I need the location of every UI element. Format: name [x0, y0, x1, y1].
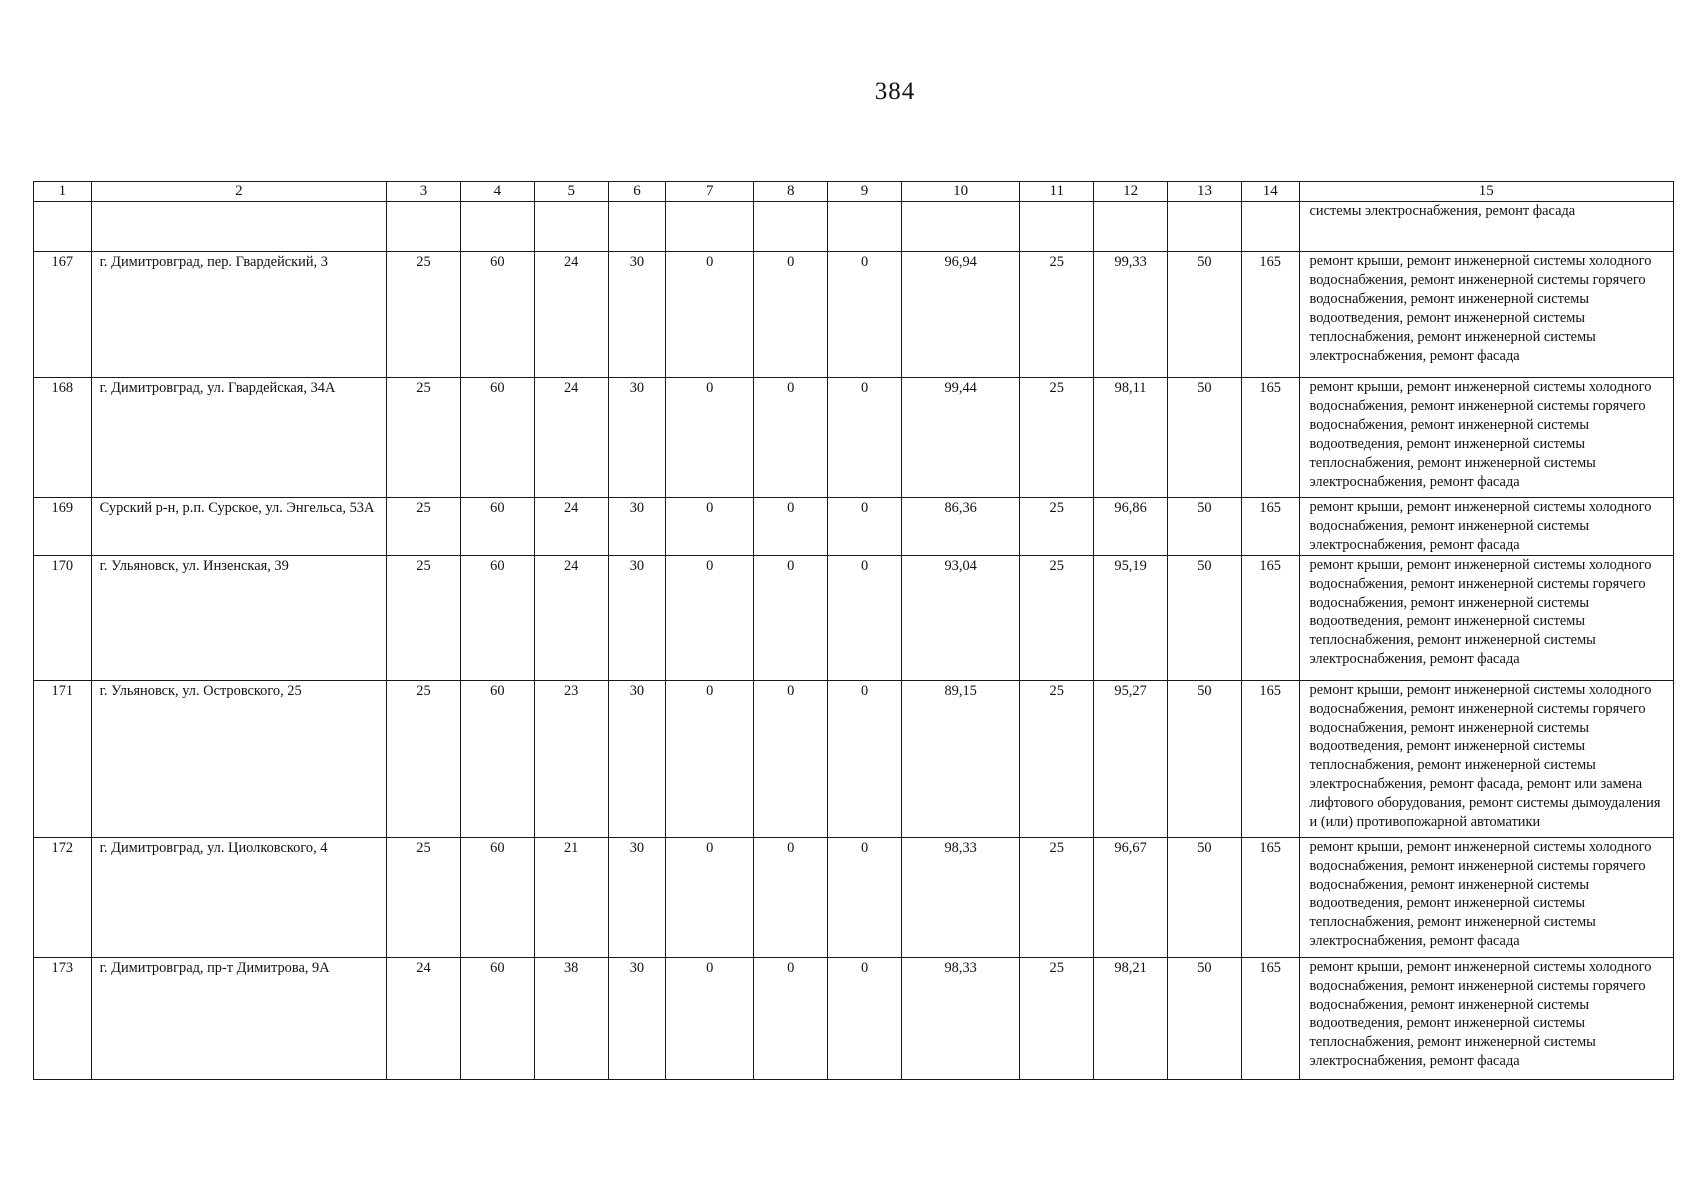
column-number-row — [34, 182, 1674, 202]
column-number: 6 — [608, 182, 666, 202]
column-number: 3 — [387, 182, 461, 202]
column-number: 11 — [1020, 182, 1094, 202]
value-cell-c6: 30 — [608, 252, 666, 378]
value-cell-c5: 21 — [534, 837, 608, 957]
value-cell-c11: 25 — [1020, 957, 1094, 1079]
address-cell: г. Ульяновск, ул. Островского, 25 — [91, 680, 386, 837]
value-cell-c6: 30 — [608, 837, 666, 957]
value-cell-c8: 0 — [754, 498, 828, 556]
value-cell-c9: 0 — [828, 837, 902, 957]
row-number: 173 — [34, 957, 92, 1079]
value-cell-c11: 25 — [1020, 680, 1094, 837]
value-cell-c7: 0 — [666, 555, 754, 680]
value-cell-c8: 0 — [754, 252, 828, 378]
value-cell-c6: 30 — [608, 957, 666, 1079]
value-cell-c13: 50 — [1168, 378, 1242, 498]
address-cell: Сурский р-н, р.п. Сурское, ул. Энгельса, 53А — [91, 498, 386, 556]
value-cell-c12: 99,33 — [1094, 252, 1168, 378]
row-number: 168 — [34, 378, 92, 498]
value-cell-c13: 50 — [1168, 680, 1242, 837]
value-cell-c7: 0 — [666, 837, 754, 957]
column-number: 1 — [34, 182, 92, 202]
value-cell-c5: 24 — [534, 378, 608, 498]
value-cell-c4: 60 — [460, 498, 534, 556]
column-number: 9 — [828, 182, 902, 202]
column-number: 2 — [91, 182, 386, 202]
row-number: 167 — [34, 252, 92, 378]
value-cell-c10: 89,15 — [901, 680, 1019, 837]
works-list-cell: ремонт крыши, ремонт инженерной системы холодного водоснабжения, ремонт инженерной системы горячего водоснабжения, ремонт инженерной системы водоотведения, ремонт инженерной системы теплоснабжения, ремонт инженерной системы электроснабжения, ремонт фасада — [1299, 837, 1673, 957]
value-cell-c10: 98,33 — [901, 957, 1019, 1079]
value-cell-c14: 165 — [1241, 555, 1299, 680]
works-list-cell: ремонт крыши, ремонт инженерной системы холодного водоснабжения, ремонт инженерной системы электроснабжения, ремонт фасада — [1299, 498, 1673, 556]
table-row — [34, 252, 1674, 378]
column-number: 8 — [754, 182, 828, 202]
works-list-cell: ремонт крыши, ремонт инженерной системы холодного водоснабжения, ремонт инженерной системы горячего водоснабжения, ремонт инженерной системы водоотведения, ремонт инженерной системы теплоснабжения, ремонт инженерной системы электроснабжения, ремонт фасада — [1299, 555, 1673, 680]
continuation-row — [34, 202, 1674, 252]
table-row — [34, 957, 1674, 1079]
value-cell-c10: 96,94 — [901, 252, 1019, 378]
value-cell-c9: 0 — [828, 957, 902, 1079]
value-cell-c4: 60 — [460, 252, 534, 378]
value-cell-c12: 98,11 — [1094, 378, 1168, 498]
address-cell: г. Димитровград, пр-т Димитрова, 9А — [91, 957, 386, 1079]
value-cell-c5: 23 — [534, 680, 608, 837]
value-cell-c13: 50 — [1168, 957, 1242, 1079]
value-cell-c8: 0 — [754, 837, 828, 957]
value-cell-c11: 25 — [1020, 378, 1094, 498]
value-cell-c8: 0 — [754, 957, 828, 1079]
value-cell-c3: 25 — [387, 837, 461, 957]
value-cell-c9: 0 — [828, 555, 902, 680]
value-cell-c13: 50 — [1168, 555, 1242, 680]
value-cell-c12: 95,19 — [1094, 555, 1168, 680]
value-cell-c14: 165 — [1241, 252, 1299, 378]
value-cell-c14: 165 — [1241, 957, 1299, 1079]
row-number: 169 — [34, 498, 92, 556]
value-cell-c4: 60 — [460, 837, 534, 957]
row-number: 172 — [34, 837, 92, 957]
value-cell-c11: 25 — [1020, 498, 1094, 556]
value-cell-c14: 165 — [1241, 680, 1299, 837]
value-cell-c5: 24 — [534, 555, 608, 680]
document-sheet — [33, 181, 1674, 1080]
table-row — [34, 555, 1674, 680]
address-cell: г. Димитровград, ул. Гвардейская, 34А — [91, 378, 386, 498]
value-cell-c3: 25 — [387, 680, 461, 837]
value-cell-c7: 0 — [666, 498, 754, 556]
value-cell-c9: 0 — [828, 680, 902, 837]
value-cell-c4: 60 — [460, 680, 534, 837]
row-number: 170 — [34, 555, 92, 680]
value-cell-c9: 0 — [828, 252, 902, 378]
value-cell-c3: 25 — [387, 555, 461, 680]
column-number: 10 — [901, 182, 1019, 202]
value-cell-c6: 30 — [608, 498, 666, 556]
value-cell-c4: 60 — [460, 378, 534, 498]
value-cell-c14: 165 — [1241, 837, 1299, 957]
address-cell: г. Димитровград, ул. Циолковского, 4 — [91, 837, 386, 957]
value-cell-c12: 96,67 — [1094, 837, 1168, 957]
continuation-works-text: системы электроснабжения, ремонт фасада — [1299, 202, 1673, 252]
value-cell-c7: 0 — [666, 378, 754, 498]
value-cell-c9: 0 — [828, 498, 902, 556]
value-cell-c14: 165 — [1241, 498, 1299, 556]
table-row — [34, 837, 1674, 957]
value-cell-c8: 0 — [754, 378, 828, 498]
row-number: 171 — [34, 680, 92, 837]
value-cell-c10: 99,44 — [901, 378, 1019, 498]
value-cell-c5: 24 — [534, 498, 608, 556]
value-cell-c13: 50 — [1168, 498, 1242, 556]
value-cell-c12: 98,21 — [1094, 957, 1168, 1079]
value-cell-c10: 86,36 — [901, 498, 1019, 556]
value-cell-c11: 25 — [1020, 555, 1094, 680]
column-number: 5 — [534, 182, 608, 202]
value-cell-c7: 0 — [666, 252, 754, 378]
page-number: 384 — [874, 78, 916, 105]
value-cell-c6: 30 — [608, 555, 666, 680]
address-cell: г. Димитровград, пер. Гвардейский, 3 — [91, 252, 386, 378]
value-cell-c9: 0 — [828, 378, 902, 498]
value-cell-c10: 98,33 — [901, 837, 1019, 957]
value-cell-c8: 0 — [754, 555, 828, 680]
value-cell-c3: 24 — [387, 957, 461, 1079]
address-cell: г. Ульяновск, ул. Инзенская, 39 — [91, 555, 386, 680]
works-list-cell: ремонт крыши, ремонт инженерной системы холодного водоснабжения, ремонт инженерной системы горячего водоснабжения, ремонт инженерной системы водоотведения, ремонт инженерной системы теплоснабжения, ремонт инженерной системы электроснабжения, ремонт фасада — [1299, 378, 1673, 498]
column-number: 7 — [666, 182, 754, 202]
value-cell-c5: 24 — [534, 252, 608, 378]
value-cell-c12: 95,27 — [1094, 680, 1168, 837]
value-cell-c11: 25 — [1020, 837, 1094, 957]
value-cell-c3: 25 — [387, 252, 461, 378]
value-cell-c12: 96,86 — [1094, 498, 1168, 556]
value-cell-c5: 38 — [534, 957, 608, 1079]
works-list-cell: ремонт крыши, ремонт инженерной системы холодного водоснабжения, ремонт инженерной системы горячего водоснабжения, ремонт инженерной системы водоотведения, ремонт инженерной системы теплоснабжения, ремонт инженерной системы электроснабжения, ремонт фасада, ремонт или замена лифтового оборудования, ремонт системы дымоудаления и (или) противопожарной автоматики — [1299, 680, 1673, 837]
table-row — [34, 378, 1674, 498]
value-cell-c7: 0 — [666, 680, 754, 837]
works-list-cell: ремонт крыши, ремонт инженерной системы холодного водоснабжения, ремонт инженерной системы горячего водоснабжения, ремонт инженерной системы водоотведения, ремонт инженерной системы теплоснабжения, ремонт инженерной системы электроснабжения, ремонт фасада — [1299, 252, 1673, 378]
value-cell-c13: 50 — [1168, 252, 1242, 378]
column-number: 4 — [460, 182, 534, 202]
value-cell-c6: 30 — [608, 378, 666, 498]
table-row — [34, 680, 1674, 837]
value-cell-c4: 60 — [460, 555, 534, 680]
value-cell-c4: 60 — [460, 957, 534, 1079]
value-cell-c7: 0 — [666, 957, 754, 1079]
value-cell-c3: 25 — [387, 498, 461, 556]
value-cell-c6: 30 — [608, 680, 666, 837]
column-number: 13 — [1168, 182, 1242, 202]
repair-program-table — [33, 181, 1674, 1080]
column-number: 12 — [1094, 182, 1168, 202]
value-cell-c13: 50 — [1168, 837, 1242, 957]
table-body — [34, 182, 1674, 1080]
table-row — [34, 498, 1674, 556]
value-cell-c11: 25 — [1020, 252, 1094, 378]
value-cell-c14: 165 — [1241, 378, 1299, 498]
column-number: 15 — [1299, 182, 1673, 202]
column-number: 14 — [1241, 182, 1299, 202]
value-cell-c10: 93,04 — [901, 555, 1019, 680]
works-list-cell: ремонт крыши, ремонт инженерной системы холодного водоснабжения, ремонт инженерной системы горячего водоснабжения, ремонт инженерной системы водоотведения, ремонт инженерной системы теплоснабжения, ремонт инженерной системы электроснабжения, ремонт фасада — [1299, 957, 1673, 1079]
value-cell-c3: 25 — [387, 378, 461, 498]
value-cell-c8: 0 — [754, 680, 828, 837]
